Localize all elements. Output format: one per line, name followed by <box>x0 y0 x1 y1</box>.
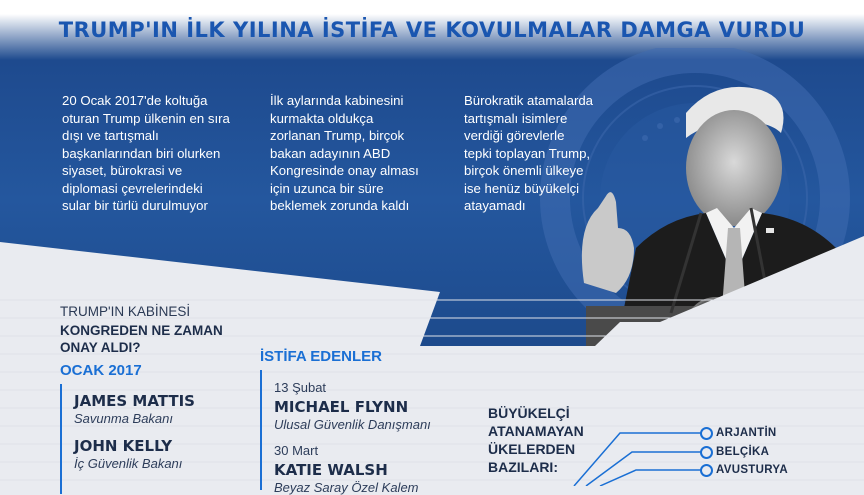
intro-line: için uzunca bir süre <box>270 180 384 196</box>
person-name: MICHAEL FLYNN <box>274 398 409 416</box>
intro-line: tartışmalı isimlere <box>464 110 568 126</box>
cabinet-subheading <box>60 322 223 356</box>
intro-line: birçok önemli ülkeye <box>464 163 584 178</box>
timeline-line <box>60 384 62 494</box>
country-label: ARJANTİN <box>716 427 777 439</box>
intro-line: diplomasi çevrelerindeki <box>62 180 203 196</box>
page-title: TRUMP'IN İLK YILINA İSTİFA VE KOVULMALAR DAMGA VURDU <box>58 18 806 42</box>
resign-date: 30 Mart <box>274 443 319 458</box>
country-label: AVUSTURYA <box>716 464 788 476</box>
person-role: Beyaz Saray Özel Kalem <box>274 480 419 495</box>
intro-line: başkanlarından biri olurken <box>62 145 221 161</box>
person-role: Savunma Bakanı <box>74 411 174 426</box>
person-name: JAMES MATTIS <box>74 392 195 410</box>
intro-line: atayamadı <box>464 198 526 213</box>
intro-line: tepki toplayan Trump, <box>464 145 591 161</box>
resigned-heading: İSTİFA EDENLER <box>260 348 382 365</box>
cabinet-heading: TRUMP'IN KABİNESİ <box>60 304 191 319</box>
person-name: KATIE WALSH <box>274 461 388 479</box>
ambassador-heading <box>488 404 584 476</box>
intro-line: 20 Ocak 2017'de koltuğa <box>62 93 208 108</box>
intro-line: ise henüz büyükelçi <box>464 180 580 196</box>
country-marker-icon <box>700 427 713 440</box>
person-role: İç Güvenlik Bakanı <box>74 456 183 471</box>
intro-line: İlk aylarında kabinesini <box>270 93 404 108</box>
person-name: JOHN KELLY <box>74 437 173 455</box>
intro-line: Bürokratik atamalarda <box>464 93 594 108</box>
intro-line: zorlanan Trump, birçok <box>270 128 405 143</box>
country-marker-icon <box>700 446 713 459</box>
intro-line: dışı ve tartışmalı <box>62 128 159 143</box>
ambassador-heading-line: ATANAMAYAN <box>488 423 584 439</box>
country-label: BELÇİKA <box>716 446 770 458</box>
ambassador-heading-line: BAZILARI: <box>488 459 558 475</box>
intro-line: verdiği görevlerle <box>464 128 565 143</box>
country-marker-icon <box>700 464 713 477</box>
ambassador-heading-line: BÜYÜKELÇİ <box>488 405 570 421</box>
intro-line: bakan adayının ABD <box>270 145 391 161</box>
resign-date: 13 Şubat <box>274 380 327 395</box>
timeline-line <box>260 370 262 490</box>
month-label: OCAK 2017 <box>60 362 142 379</box>
intro-line: siyaset, bürokrasi ve <box>62 163 183 178</box>
intro-line: oturan Trump ülkenin en sıra <box>62 110 230 126</box>
cabinet-subheading-line: ONAY ALDI? <box>60 340 141 355</box>
ambassador-heading-line: ÜKELERDEN <box>488 441 576 457</box>
intro-line: sular bir türlü durulmuyor <box>62 198 208 213</box>
person-role: Ulusal Güvenlik Danışmanı <box>274 417 431 432</box>
intro-line: beklemek zorunda kaldı <box>270 198 410 213</box>
cabinet-subheading-line: KONGREDEN NE ZAMAN <box>60 323 223 338</box>
intro-line: Kongresinde onay alması <box>270 163 419 178</box>
intro-line: kurmakta oldukça <box>270 110 374 126</box>
